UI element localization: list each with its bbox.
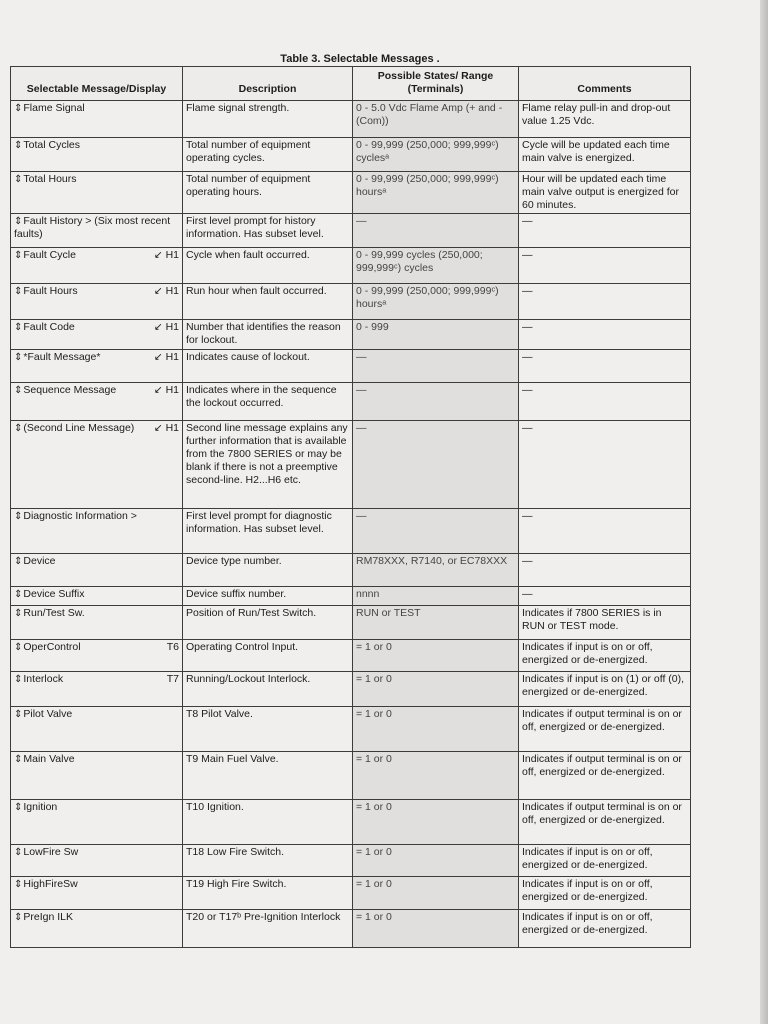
description-cell: First level prompt for history information. Has subset level. [183, 214, 353, 248]
message-cell [11, 800, 183, 845]
header-row [11, 67, 691, 101]
terminal-label [177, 708, 179, 721]
comments-cell: — [519, 214, 691, 248]
description-cell: Flame signal strength. [183, 101, 353, 138]
table-row [11, 672, 691, 707]
terminal-label [177, 588, 179, 601]
table-row [11, 383, 691, 421]
message-label: HighFireSw [23, 878, 78, 890]
table-row [11, 350, 691, 383]
header-message: Selectable Message/Display [11, 67, 183, 101]
terminal-label: T7 [166, 673, 179, 685]
table-caption: Table 3. Selectable Messages . [280, 53, 440, 65]
terminal-label: ↙ H1 [153, 422, 179, 434]
terminal-label [177, 846, 179, 859]
description-cell: Position of Run/Test Switch. [183, 606, 353, 640]
terminal-label [177, 878, 179, 891]
comments-cell: Indicates if input is on (1) or off (0), energized or de-energized. [519, 672, 691, 707]
terminal-label [177, 139, 179, 152]
message-label: PreIgn ILK [23, 911, 74, 923]
message-label: Total Hours [23, 173, 77, 185]
states-cell: = 1 or 0 [353, 800, 519, 845]
message-cell [11, 248, 183, 284]
up-down-arrow-icon: ⇕ [14, 642, 23, 653]
message-cell [11, 138, 183, 172]
comments-cell: Hour will be updated each time main valve output is energized for 60 minutes. [519, 172, 691, 214]
comments-cell: Indicates if input is on or off, energized or de-energized. [519, 877, 691, 910]
up-down-arrow-icon: ⇕ [14, 589, 23, 600]
comments-cell: — [519, 383, 691, 421]
message-cell [11, 421, 183, 509]
table-row [11, 910, 691, 948]
terminal-label [177, 801, 179, 814]
up-down-arrow-icon: ⇕ [14, 754, 23, 765]
description-cell: T9 Main Fuel Valve. [183, 752, 353, 800]
description-cell: Number that identifies the reason for lockout. [183, 320, 353, 350]
table-row [11, 138, 691, 172]
description-cell: T18 Low Fire Switch. [183, 845, 353, 877]
message-label: Interlock [23, 673, 64, 685]
terminal-label [177, 102, 179, 115]
comments-cell: Indicates if 7800 SERIES is in RUN or TEST mode. [519, 606, 691, 640]
description-cell: T20 or T17ᵇ Pre-Ignition Interlock [183, 910, 353, 948]
message-cell [11, 172, 183, 214]
table-row [11, 421, 691, 509]
table-row [11, 172, 691, 214]
message-cell [11, 284, 183, 320]
up-down-arrow-icon: ⇕ [14, 511, 23, 522]
description-cell: Indicates where in the sequence the lockout occurred. [183, 383, 353, 421]
states-cell: RUN or TEST [353, 606, 519, 640]
states-cell: 0 - 99,999 cycles (250,000; 999,999ᶜ) cycles [353, 248, 519, 284]
comments-cell: — [519, 320, 691, 350]
states-cell: 0 - 999 [353, 320, 519, 350]
up-down-arrow-icon: ⇕ [14, 423, 23, 434]
states-cell: 0 - 99,999 (250,000; 999,999ᶜ) hoursᵃ [353, 284, 519, 320]
table-row [11, 587, 691, 606]
comments-cell: — [519, 284, 691, 320]
table-row [11, 101, 691, 138]
message-cell [11, 672, 183, 707]
description-cell: T19 High Fire Switch. [183, 877, 353, 910]
terminal-label [177, 510, 179, 523]
up-down-arrow-icon: ⇕ [14, 216, 23, 227]
terminal-label: T6 [166, 641, 179, 653]
terminal-label: ↙ H1 [153, 351, 179, 363]
states-cell: = 1 or 0 [353, 877, 519, 910]
description-cell: Device suffix number. [183, 587, 353, 606]
up-down-arrow-icon: ⇕ [14, 250, 23, 261]
comments-cell: Indicates if input is on or off, energized or de-energized. [519, 640, 691, 672]
terminal-label: ↙ H1 [153, 321, 179, 333]
message-label: Fault Cycle [23, 249, 76, 261]
message-label: Pilot Valve [23, 708, 73, 720]
table-row [11, 320, 691, 350]
terminal-label [177, 555, 179, 568]
states-cell: — [353, 509, 519, 554]
message-label: OperControl [23, 641, 81, 653]
message-label: Ignition [23, 801, 58, 813]
terminal-label: ↙ H1 [153, 384, 179, 396]
states-cell: — [353, 383, 519, 421]
message-cell [11, 320, 183, 350]
table-row [11, 752, 691, 800]
message-cell [11, 606, 183, 640]
up-down-arrow-icon: ⇕ [14, 608, 23, 619]
table-row [11, 606, 691, 640]
description-cell: Run hour when fault occurred. [183, 284, 353, 320]
description-cell: Total number of equipment operating hours. [183, 172, 353, 214]
comments-cell: Indicates if output terminal is on or off, energized or de-energized. [519, 752, 691, 800]
description-cell: Operating Control Input. [183, 640, 353, 672]
description-cell: Device type number. [183, 554, 353, 587]
description-cell: T8 Pilot Valve. [183, 707, 353, 752]
message-label: Sequence Message [23, 384, 117, 396]
up-down-arrow-icon: ⇕ [14, 879, 23, 890]
description-cell: Indicates cause of lockout. [183, 350, 353, 383]
message-label: Device [23, 555, 56, 567]
header-states: Possible States/ Range (Terminals) [353, 67, 519, 101]
header-comments: Comments [519, 67, 691, 101]
states-cell: — [353, 421, 519, 509]
up-down-arrow-icon: ⇕ [14, 802, 23, 813]
up-down-arrow-icon: ⇕ [14, 103, 23, 114]
message-label: Device Suffix [23, 588, 85, 600]
states-cell: — [353, 214, 519, 248]
up-down-arrow-icon: ⇕ [14, 174, 23, 185]
states-cell: RM78XXX, R7140, or EC78XXX [353, 554, 519, 587]
message-cell [11, 554, 183, 587]
states-cell: = 1 or 0 [353, 672, 519, 707]
table-row [11, 214, 691, 248]
table-row [11, 284, 691, 320]
comments-cell: — [519, 350, 691, 383]
states-cell: 0 - 99,999 (250,000; 999,999ᶜ) cyclesᵃ [353, 138, 519, 172]
comments-cell: Indicates if output terminal is on or off, energized or de-energized. [519, 800, 691, 845]
comments-cell: Indicates if input is on or off, energized or de-energized. [519, 845, 691, 877]
terminal-label [177, 607, 179, 620]
up-down-arrow-icon: ⇕ [14, 385, 23, 396]
up-down-arrow-icon: ⇕ [14, 847, 23, 858]
message-cell [11, 509, 183, 554]
comments-cell: — [519, 421, 691, 509]
message-label: Total Cycles [23, 139, 80, 151]
page-edge [760, 0, 768, 1024]
description-cell: Total number of equipment operating cycles. [183, 138, 353, 172]
message-label: Diagnostic Information > [23, 510, 137, 522]
terminal-label [177, 215, 179, 241]
terminal-label: ↙ H1 [153, 285, 179, 297]
description-cell: Second line message explains any further information that is available from the 7800 SERIES or may be blank if there is not a preemptive second-line. H2...H6 etc. [183, 421, 353, 509]
terminal-label [177, 173, 179, 186]
message-cell [11, 877, 183, 910]
up-down-arrow-icon: ⇕ [14, 709, 23, 720]
table-row [11, 554, 691, 587]
message-label: LowFire Sw [23, 846, 79, 858]
states-cell: nnnn [353, 587, 519, 606]
comments-cell: Flame relay pull-in and drop-out value 1.25 Vdc. [519, 101, 691, 138]
table-row [11, 509, 691, 554]
message-cell [11, 707, 183, 752]
up-down-arrow-icon: ⇕ [14, 912, 23, 923]
message-label: Fault Hours [23, 285, 78, 297]
description-cell: T10 Ignition. [183, 800, 353, 845]
states-cell: = 1 or 0 [353, 640, 519, 672]
table-row [11, 877, 691, 910]
comments-cell: Indicates if input is on or off, energized or de-energized. [519, 910, 691, 948]
states-cell: = 1 or 0 [353, 752, 519, 800]
message-cell [11, 587, 183, 606]
message-cell [11, 350, 183, 383]
message-label: Fault History > (Six most recent faults) [14, 215, 171, 240]
up-down-arrow-icon: ⇕ [14, 352, 23, 363]
message-cell [11, 214, 183, 248]
message-label: Run/Test Sw. [23, 607, 85, 619]
message-cell [11, 845, 183, 877]
description-cell: Running/Lockout Interlock. [183, 672, 353, 707]
table-row [11, 707, 691, 752]
comments-cell: Cycle will be updated each time main valve is energized. [519, 138, 691, 172]
states-cell: = 1 or 0 [353, 707, 519, 752]
message-cell [11, 640, 183, 672]
table-row [11, 640, 691, 672]
message-label: Main Valve [23, 753, 75, 765]
comments-cell: — [519, 587, 691, 606]
up-down-arrow-icon: ⇕ [14, 674, 23, 685]
message-label: Fault Code [23, 321, 75, 333]
up-down-arrow-icon: ⇕ [14, 286, 23, 297]
comments-cell: — [519, 509, 691, 554]
table-row [11, 845, 691, 877]
states-cell: — [353, 350, 519, 383]
table-body [11, 101, 691, 948]
table-row [11, 248, 691, 284]
states-cell: = 1 or 0 [353, 910, 519, 948]
terminal-label [177, 753, 179, 766]
message-label: Flame Signal [23, 102, 85, 114]
terminal-label [177, 911, 179, 924]
states-cell: = 1 or 0 [353, 845, 519, 877]
header-description: Description [183, 67, 353, 101]
message-label: *Fault Message* [23, 351, 101, 363]
message-label: (Second Line Message) [23, 422, 135, 434]
description-cell: First level prompt for diagnostic information. Has subset level. [183, 509, 353, 554]
states-cell: 0 - 99,999 (250,000; 999,999ᶜ) hoursᵃ [353, 172, 519, 214]
states-cell: 0 - 5.0 Vdc Flame Amp (+ and - (Com)) [353, 101, 519, 138]
message-cell [11, 910, 183, 948]
table-row [11, 800, 691, 845]
terminal-label: ↙ H1 [153, 249, 179, 261]
description-cell: Cycle when fault occurred. [183, 248, 353, 284]
comments-cell: Indicates if output terminal is on or off, energized or de-energized. [519, 707, 691, 752]
comments-cell: — [519, 554, 691, 587]
up-down-arrow-icon: ⇕ [14, 322, 23, 333]
message-cell [11, 101, 183, 138]
comments-cell: — [519, 248, 691, 284]
up-down-arrow-icon: ⇕ [14, 556, 23, 567]
up-down-arrow-icon: ⇕ [14, 140, 23, 151]
message-cell [11, 752, 183, 800]
message-cell [11, 383, 183, 421]
selectable-messages-table [10, 66, 691, 948]
